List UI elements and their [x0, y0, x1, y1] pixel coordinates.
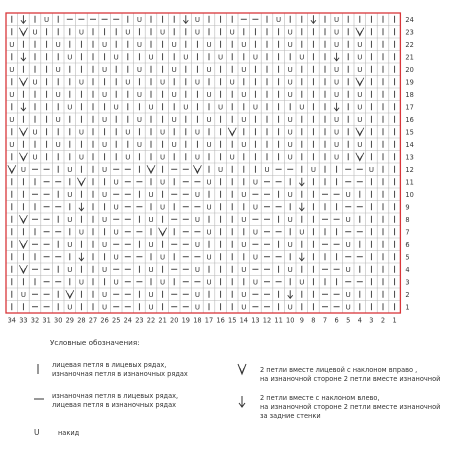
yarn-over-mark: U — [32, 28, 38, 37]
yarn-over-mark: U — [334, 78, 340, 87]
yarn-over-mark: U — [78, 278, 84, 287]
row-label: 20 — [405, 65, 414, 74]
row-label: 13 — [405, 153, 414, 162]
yarn-over-mark: U — [148, 290, 154, 299]
legend-knit-line-2: изнаночная петля в изнаночных рядах — [52, 369, 188, 378]
yarn-over-mark: U — [287, 215, 293, 224]
yarn-over-mark: U — [252, 228, 258, 237]
yarn-over-mark: U — [345, 240, 351, 249]
yarn-over-mark: U — [20, 290, 26, 299]
yarn-over-mark: U — [55, 140, 61, 149]
yarn-over-mark: U — [78, 78, 84, 87]
row-label: 2 — [405, 290, 410, 299]
yarn-over-mark: U — [171, 90, 177, 99]
row-label: 12 — [405, 165, 414, 174]
yarn-over-mark: U — [194, 28, 200, 37]
column-label: 6 — [334, 316, 339, 325]
yarn-over-mark: U — [9, 115, 15, 124]
yarn-over-mark: U — [136, 40, 142, 49]
yarn-over-mark: U — [136, 140, 142, 149]
yarn-over-mark: U — [287, 190, 293, 199]
column-label: 17 — [204, 316, 214, 325]
yarn-over-mark: U — [148, 103, 154, 112]
row-label: 3 — [405, 278, 410, 287]
yarn-over-mark: U — [194, 78, 200, 87]
row-label: 19 — [405, 78, 414, 87]
yarn-over-mark: U — [113, 253, 119, 262]
column-label: 12 — [262, 316, 272, 325]
yarn-over-mark: U — [252, 278, 258, 287]
yarn-over-mark: U — [160, 203, 166, 212]
yarn-over-mark: U — [241, 40, 247, 49]
yarn-over-mark: U — [287, 28, 293, 37]
yarn-over-mark: U — [136, 115, 142, 124]
column-label: 2 — [380, 316, 386, 325]
yarn-over-mark: U — [241, 90, 247, 99]
yarn-over-mark: U — [113, 103, 119, 112]
row-label: 9 — [405, 203, 410, 212]
yarn-over-mark: U — [148, 240, 154, 249]
yarn-over-mark: U — [357, 140, 363, 149]
column-label: 29 — [65, 316, 74, 325]
legend-purl-line-2: лицевая петля в изнаночных рядах — [52, 401, 177, 409]
column-label: 34 — [7, 316, 16, 325]
column-label: 11 — [274, 316, 283, 325]
yarn-over-mark: U — [357, 53, 363, 62]
yarn-over-mark: U — [171, 115, 177, 124]
yarn-over-mark: U — [32, 128, 38, 137]
yarn-over-mark: U — [345, 290, 351, 299]
legend-yarnover-line-1: накид — [58, 429, 80, 437]
yarn-over-mark: U — [241, 240, 247, 249]
yarn-over-mark: U — [32, 153, 38, 162]
yarn-over-mark: U — [55, 90, 61, 99]
yarn-over-mark: U — [357, 103, 363, 112]
yarn-over-mark: U — [345, 265, 351, 274]
yarn-over-mark: U — [241, 65, 247, 74]
yarn-over-mark: U — [9, 65, 15, 74]
column-label: 9 — [299, 316, 304, 325]
yarn-over-mark: U — [194, 265, 200, 274]
yarn-over-mark: U — [206, 40, 212, 49]
yarn-over-mark: U — [194, 240, 200, 249]
yarn-over-mark: U — [241, 303, 247, 312]
yarn-over-mark: U — [102, 65, 108, 74]
yarn-over-mark: U — [206, 203, 212, 212]
yarn-over-mark: U — [102, 115, 108, 124]
row-label: 21 — [405, 53, 414, 62]
yarn-over-mark: U — [125, 78, 131, 87]
yarn-over-mark: U — [125, 153, 131, 162]
yarn-over-mark: U — [125, 128, 131, 137]
yarn-over-mark: U — [299, 228, 305, 237]
yarn-over-mark: U — [67, 303, 73, 312]
row-label: 23 — [405, 28, 414, 37]
yarn-over-mark: U — [241, 215, 247, 224]
row-label: 7 — [405, 228, 410, 237]
column-label: 26 — [100, 316, 109, 325]
yarn-over-mark: U — [218, 103, 224, 112]
column-label: 1 — [392, 316, 397, 325]
yarn-over-mark: U — [229, 78, 235, 87]
yarn-over-mark: U — [194, 303, 200, 312]
yarn-over-mark: U — [113, 178, 119, 187]
yarn-over-mark: U — [171, 40, 177, 49]
column-label: 8 — [311, 316, 316, 325]
yarn-over-mark: U — [55, 65, 61, 74]
yarn-over-mark: U — [148, 53, 154, 62]
row-label: 24 — [405, 15, 414, 24]
yarn-over-mark: U — [55, 115, 61, 124]
column-label: 19 — [181, 316, 190, 325]
column-label: 23 — [135, 316, 144, 325]
yarn-over-mark: U — [345, 303, 351, 312]
yarn-over-mark: U — [194, 290, 200, 299]
yarn-over-mark: U — [357, 40, 363, 49]
column-label: 31 — [42, 316, 51, 325]
yarn-over-mark: U — [160, 278, 166, 287]
yarn-over-mark: U — [148, 215, 154, 224]
yarn-over-mark: U — [334, 140, 340, 149]
yarn-over-mark: U — [67, 265, 73, 274]
decrease-left-icon — [236, 395, 248, 409]
yarn-over-mark: U — [287, 115, 293, 124]
yarn-over-mark: U — [136, 15, 142, 24]
yarn-over-mark: U — [148, 190, 154, 199]
yarn-over-mark: U — [32, 78, 38, 87]
yarn-over-mark: U — [287, 90, 293, 99]
yarn-over-mark: U — [9, 140, 15, 149]
yarn-over-mark: U — [113, 53, 119, 62]
yarn-over-mark: U — [171, 140, 177, 149]
column-label: 5 — [346, 316, 351, 325]
yarn-over-mark: U — [183, 103, 189, 112]
row-label: 14 — [405, 140, 414, 149]
yarn-over-mark: U — [136, 90, 142, 99]
yarn-over-mark: U — [113, 228, 119, 237]
knit-stitch-icon — [35, 363, 41, 375]
yarn-over-mark: U — [299, 103, 305, 112]
column-label: 7 — [322, 316, 328, 325]
yarn-over-mark: U — [357, 65, 363, 74]
row-label: 15 — [405, 128, 414, 137]
yarn-over-mark: U — [345, 215, 351, 224]
yarn-over-mark: U — [206, 278, 212, 287]
yarn-over-mark: U — [264, 165, 270, 174]
yarn-over-mark: U — [67, 103, 73, 112]
yarn-over-mark: U — [206, 115, 212, 124]
yarn-over-mark: U — [287, 40, 293, 49]
yarn-over-mark: U — [229, 28, 235, 37]
yarn-over-mark: U — [102, 190, 108, 199]
yarn-over-mark: U — [334, 115, 340, 124]
yarn-over-mark: U — [218, 165, 224, 174]
row-label: 6 — [405, 240, 410, 249]
column-label: 25 — [112, 316, 121, 325]
legend-knit-line-1: лицевая петля в лицевых рядах, — [52, 361, 167, 369]
column-label: 10 — [286, 316, 295, 325]
yarn-over-mark: U — [102, 165, 108, 174]
column-label: 15 — [228, 316, 237, 325]
yarn-over-mark: U — [334, 15, 340, 24]
column-label: 21 — [158, 316, 167, 325]
yarn-over-icon: U — [34, 428, 40, 437]
yarn-over-mark: U — [206, 253, 212, 262]
yarn-over-mark: U — [125, 28, 131, 37]
legend-decrease-left-line-3: за задние стенки — [260, 412, 321, 420]
yarn-over-mark: U — [357, 115, 363, 124]
column-label: 22 — [146, 316, 156, 325]
row-label: 17 — [405, 103, 414, 112]
yarn-over-mark: U — [44, 15, 50, 24]
yarn-over-mark: U — [78, 153, 84, 162]
row-label: 8 — [405, 215, 410, 224]
row-label: 11 — [405, 178, 414, 187]
row-label: 10 — [405, 190, 414, 199]
yarn-over-mark: U — [67, 53, 73, 62]
yarn-over-mark: U — [252, 203, 258, 212]
yarn-over-mark: U — [206, 90, 212, 99]
legend-decrease-right-line-2: на изнаночной стороне 2 петли вместе изнаночной — [260, 374, 441, 383]
column-label: 24 — [123, 316, 132, 325]
column-label: 4 — [357, 316, 362, 325]
yarn-over-mark: U — [194, 15, 200, 24]
decrease-right-icon — [236, 362, 248, 376]
legend-purl-line-1: изнаночная петля в лицевых рядах, — [52, 392, 179, 400]
yarn-over-mark: U — [102, 290, 108, 299]
yarn-over-mark: U — [67, 190, 73, 199]
yarn-over-mark: U — [357, 90, 363, 99]
yarn-over-mark: U — [334, 65, 340, 74]
yarn-over-mark: U — [334, 153, 340, 162]
column-label: 28 — [77, 316, 86, 325]
yarn-over-mark: U — [287, 240, 293, 249]
yarn-over-mark: U — [67, 240, 73, 249]
yarn-over-mark: U — [20, 165, 26, 174]
legend-decrease-left-line-1: 2 петли вместе с наклоном влево, — [260, 394, 380, 402]
row-label: 22 — [405, 40, 414, 49]
yarn-over-mark: U — [241, 140, 247, 149]
yarn-over-mark: U — [160, 28, 166, 37]
yarn-over-mark: U — [102, 90, 108, 99]
yarn-over-mark: U — [287, 303, 293, 312]
yarn-over-mark: U — [241, 265, 247, 274]
yarn-over-mark: U — [218, 53, 224, 62]
column-label: 30 — [54, 316, 63, 325]
yarn-over-mark: U — [78, 128, 84, 137]
yarn-over-mark: U — [252, 53, 258, 62]
yarn-over-mark: U — [241, 115, 247, 124]
yarn-over-mark: U — [310, 165, 316, 174]
yarn-over-mark: U — [194, 215, 200, 224]
yarn-over-mark: U — [194, 190, 200, 199]
column-label: 18 — [193, 316, 202, 325]
yarn-over-mark: U — [206, 228, 212, 237]
yarn-over-mark: U — [334, 40, 340, 49]
yarn-over-mark: U — [287, 128, 293, 137]
yarn-over-mark: U — [252, 178, 258, 187]
yarn-over-mark: U — [102, 215, 108, 224]
yarn-over-mark: U — [206, 178, 212, 187]
yarn-over-mark: U — [78, 28, 84, 37]
yarn-over-mark: U — [78, 228, 84, 237]
row-label: 16 — [405, 115, 414, 124]
row-label: 18 — [405, 90, 414, 99]
yarn-over-mark: U — [345, 190, 351, 199]
row-label: 1 — [405, 303, 410, 312]
yarn-over-mark: U — [160, 78, 166, 87]
yarn-over-mark: U — [102, 265, 108, 274]
column-label: 33 — [19, 316, 28, 325]
column-label: 3 — [369, 316, 374, 325]
yarn-over-mark: U — [9, 40, 15, 49]
yarn-over-mark: U — [55, 40, 61, 49]
yarn-over-mark: U — [113, 278, 119, 287]
yarn-over-mark: U — [160, 128, 166, 137]
yarn-over-mark: U — [160, 178, 166, 187]
yarn-over-mark: U — [148, 265, 154, 274]
column-label: 20 — [170, 316, 179, 325]
yarn-over-mark: U — [102, 240, 108, 249]
yarn-over-mark: U — [136, 65, 142, 74]
row-label: 5 — [405, 253, 410, 262]
yarn-over-mark: U — [206, 65, 212, 74]
yarn-over-mark: U — [241, 190, 247, 199]
yarn-over-mark: U — [160, 253, 166, 262]
yarn-over-mark: U — [229, 153, 235, 162]
legend-title: Условные обозначения: — [50, 338, 140, 347]
yarn-over-mark: U — [194, 153, 200, 162]
yarn-over-mark: U — [287, 65, 293, 74]
yarn-over-mark: U — [252, 103, 258, 112]
yarn-over-mark: U — [102, 40, 108, 49]
yarn-over-mark: U — [252, 253, 258, 262]
yarn-over-mark: U — [183, 53, 189, 62]
column-label: 32 — [30, 316, 40, 325]
yarn-over-mark: U — [67, 215, 73, 224]
yarn-over-mark: U — [206, 140, 212, 149]
yarn-over-mark: U — [287, 265, 293, 274]
yarn-over-mark: U — [102, 140, 108, 149]
yarn-over-mark: U — [334, 128, 340, 137]
yarn-over-mark: U — [287, 140, 293, 149]
yarn-over-mark: U — [287, 78, 293, 87]
yarn-over-mark: U — [67, 165, 73, 174]
yarn-over-mark: U — [368, 165, 374, 174]
yarn-over-mark: U — [334, 28, 340, 37]
yarn-over-mark: U — [171, 65, 177, 74]
yarn-over-mark: U — [334, 90, 340, 99]
column-label: 16 — [216, 316, 225, 325]
yarn-over-mark: U — [241, 290, 247, 299]
yarn-over-mark: U — [276, 15, 282, 24]
row-label: 4 — [405, 265, 410, 274]
yarn-over-mark: U — [148, 303, 154, 312]
yarn-over-mark: U — [113, 203, 119, 212]
yarn-over-mark: U — [299, 278, 305, 287]
yarn-over-mark: U — [287, 153, 293, 162]
column-label: 14 — [239, 316, 248, 325]
legend-decrease-left-line-2: на изнаночной стороне 2 петли вместе изнаночной — [260, 403, 441, 411]
yarn-over-mark: U — [160, 153, 166, 162]
purl-stitch-icon — [33, 396, 45, 402]
yarn-over-mark: U — [9, 90, 15, 99]
yarn-over-mark: U — [299, 53, 305, 62]
yarn-over-mark: U — [194, 128, 200, 137]
legend-decrease-right-line-1: 2 петли вместе лицевой с наклоном вправо , — [260, 366, 418, 374]
yarn-over-mark: U — [102, 303, 108, 312]
column-label: 27 — [88, 316, 98, 325]
column-label: 13 — [251, 316, 260, 325]
